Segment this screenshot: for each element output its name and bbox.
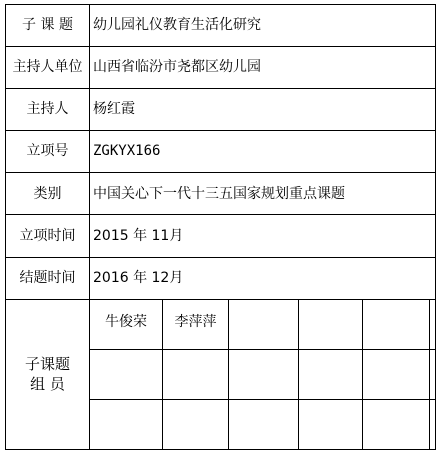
member-cell: [299, 349, 363, 399]
row-category: [6, 173, 436, 215]
member-cell: [90, 399, 163, 449]
members-label-line2: 组 员: [30, 375, 65, 394]
member-cell: [163, 349, 229, 399]
members-label-line1: 子课题: [24, 355, 70, 374]
row-host-unit: [6, 47, 436, 89]
end-date-label: 结题时间: [6, 257, 90, 299]
member-cell: 李萍萍: [163, 299, 229, 349]
host-value: 杨红霞: [90, 89, 436, 131]
member-cell: [430, 399, 436, 449]
member-cell: [430, 299, 436, 349]
members-row-1: [6, 299, 436, 349]
member-cell: [90, 349, 163, 399]
member-cell: [363, 299, 430, 349]
row-host: [6, 89, 436, 131]
project-number-value: ZGKYX166: [90, 131, 436, 173]
category-value: 中国关心下一代十三五国家规划重点课题: [90, 173, 436, 215]
project-info-table: [5, 4, 436, 450]
member-cell: [229, 299, 299, 349]
host-unit-value: 山西省临汾市尧都区幼儿园: [90, 47, 436, 89]
row-end-date: [6, 257, 436, 299]
row-project-number: [6, 131, 436, 173]
project-number-label: 立项号: [6, 131, 90, 173]
row-start-date: [6, 215, 436, 257]
members-label: [6, 299, 90, 449]
subtopic-label: 子 课 题: [6, 5, 90, 47]
member-cell: [299, 399, 363, 449]
host-unit-label: 主持人单位: [6, 47, 90, 89]
member-cell: 牛俊荣: [90, 299, 163, 349]
subtopic-value: 幼儿园礼仪教育生活化研究: [90, 5, 436, 47]
member-cell: [163, 399, 229, 449]
end-date-value: 2016 年 12月: [90, 257, 436, 299]
row-subtopic: [6, 5, 436, 47]
host-label: 主持人: [6, 89, 90, 131]
member-cell: [363, 399, 430, 449]
start-date-value: 2015 年 11月: [90, 215, 436, 257]
member-cell: [229, 349, 299, 399]
member-cell: [299, 299, 363, 349]
start-date-label: 立项时间: [6, 215, 90, 257]
member-cell: [430, 349, 436, 399]
category-label: 类别: [6, 173, 90, 215]
member-cell: [363, 349, 430, 399]
member-cell: [229, 399, 299, 449]
